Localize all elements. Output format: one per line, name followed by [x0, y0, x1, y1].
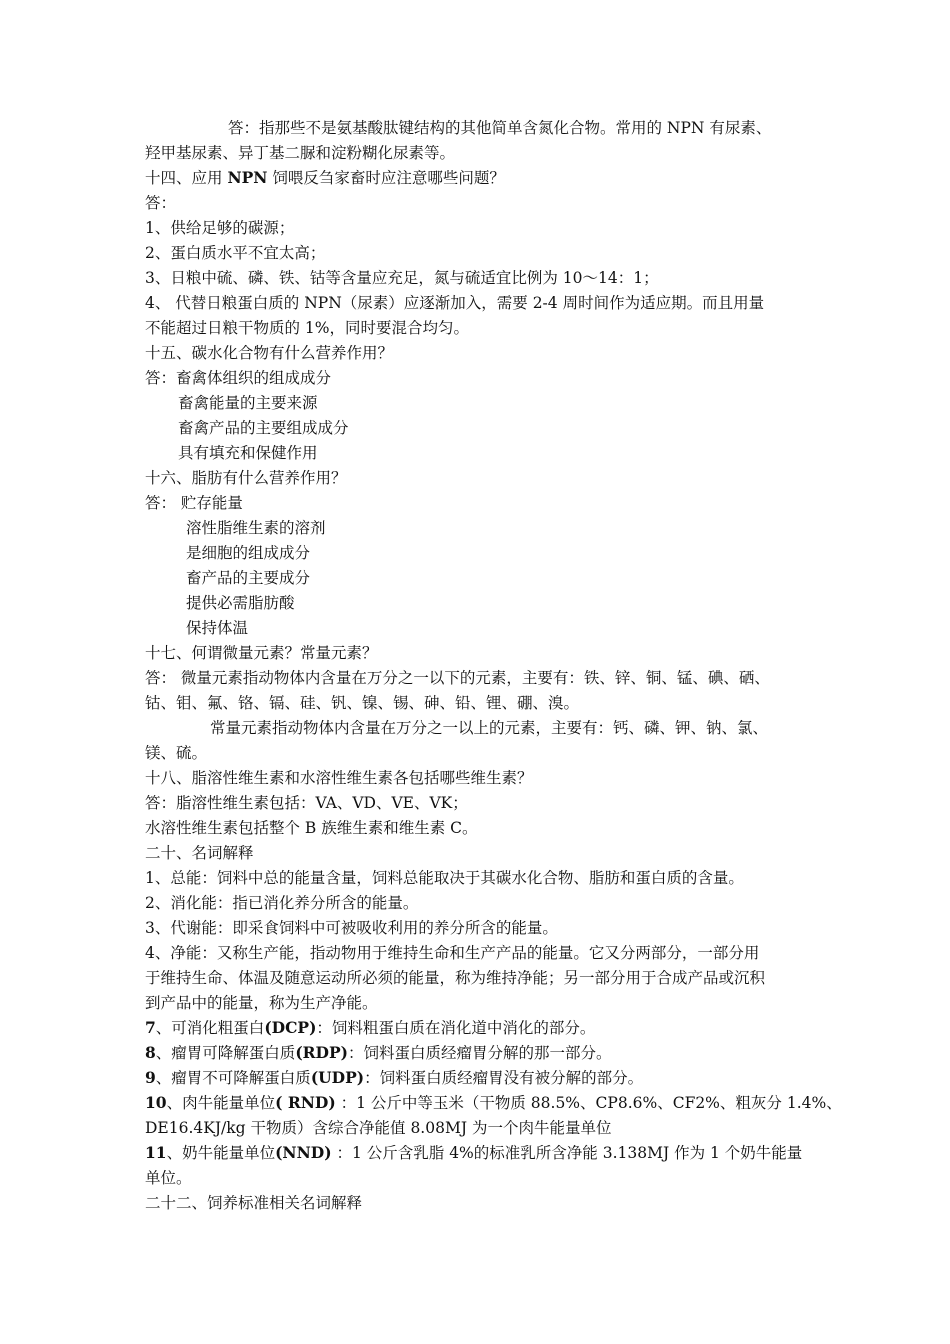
item-number: 9: [145, 1068, 156, 1087]
question-heading: 十六、脂肪有什么营养作用？: [145, 469, 347, 487]
text-segment: 、瘤胃不可降解蛋白质: [155, 1069, 311, 1087]
text-line: 2、蛋白质水平不宜太高；: [145, 244, 326, 262]
text-line: 常量元素指动物体内含量在万分之一以上的元素，主要有：钙、磷、钾、钠、氯、: [210, 719, 769, 737]
definition-line: [145, 1143, 802, 1163]
text-segment: ：饲料蛋白质经瘤胃没有被分解的部分。: [364, 1069, 644, 1087]
definition-line: [145, 1068, 643, 1088]
text-line: 水溶性维生素包括整个 B 族维生素和维生素 C。: [145, 819, 478, 837]
definition-line: [145, 1018, 595, 1038]
definition-line: [145, 1043, 611, 1063]
text-line: 不能超过日粮干物质的 1%，同时要混合均匀。: [145, 319, 470, 337]
text-line: 保持体温: [186, 619, 249, 637]
text-segment: 、肉牛能量单位: [166, 1094, 276, 1112]
text-line: 4、 代替日粮蛋白质的 NPN（尿素）应逐渐加入，需要 2-4 周时间作为适应期。而且用量: [145, 294, 765, 312]
text-line: 羟甲基尿素、异丁基二脲和淀粉糊化尿素等。: [145, 144, 456, 162]
text-segment: 、瘤胃可降解蛋白质: [155, 1044, 296, 1062]
text-line: 2、消化能：指已消化养分所含的能量。: [145, 894, 419, 912]
definition-line: [145, 1093, 842, 1113]
text-line: 提供必需脂肪酸: [186, 594, 295, 612]
text-line: 1、供给足够的碳源；: [145, 219, 295, 237]
bold-term: (RDP): [295, 1043, 348, 1062]
item-number: 10: [145, 1093, 167, 1112]
bold-term: NPN: [227, 168, 268, 187]
text-line: 是细胞的组成成分: [186, 544, 311, 562]
text-line: 畜产品的主要成分: [186, 569, 311, 587]
bold-term: (DCP): [264, 1018, 317, 1037]
text-line: 于维持生命、体温及随意运动所必须的能量，称为维持净能；另一部分用于合成产品或沉积: [145, 969, 766, 987]
text-segment: ：1 公斤含乳脂 4%的标准乳所含净能 3.138MJ 作为 1 个奶牛能量: [331, 1144, 803, 1162]
text-line: 答：畜禽体组织的组成成分: [145, 369, 332, 387]
text-segment: 、可消化粗蛋白: [155, 1019, 265, 1037]
text-line: 3、日粮中硫、磷、铁、钴等含量应充足，氮与硫适宜比例为 10～14：1；: [145, 269, 659, 287]
text-line: DE16.4KJ/kg 干物质）含综合净能值 8.08MJ 为一个肉牛能量单位: [145, 1119, 612, 1137]
text-line: 答：指那些不是氨基酸肽键结构的其他简单含氮化合物。常用的 NPN 有尿素、: [228, 119, 772, 137]
text-line: 单位。: [145, 1169, 192, 1187]
text-segment: 饲喂反刍家畜时应注意哪些问题？: [267, 169, 505, 187]
text-line: 钴、钼、氟、铬、镉、硅、钒、镍、锡、砷、铅、锂、硼、溴。: [145, 694, 580, 712]
text-line: 镁、硫。: [145, 744, 208, 762]
text-line: 答： 贮存能量: [145, 494, 243, 512]
item-number: 11: [145, 1143, 167, 1162]
bold-term: (NND): [275, 1143, 332, 1162]
section-heading: 二十、名词解释: [145, 844, 254, 862]
bold-term: ( RND): [275, 1093, 336, 1112]
text-segment: 、奶牛能量单位: [166, 1144, 276, 1162]
text-line: 溶性脂维生素的溶剂: [186, 519, 326, 537]
text-line: 答：脂溶性维生素包括：VA、VD、VE、VK；: [145, 794, 468, 812]
text-segment: 十四、应用: [145, 169, 228, 187]
text-line: 答： 微量元素指动物体内含量在万分之一以下的元素，主要有：铁、锌、铜、锰、碘、硒、: [145, 669, 770, 687]
question-heading: 十七、何谓微量元素？常量元素？: [145, 644, 378, 662]
text-line: 畜禽能量的主要来源: [178, 394, 318, 412]
text-line: 畜禽产品的主要组成成分: [178, 419, 349, 437]
text-line: 到产品中的能量，称为生产净能。: [145, 994, 378, 1012]
text-line: 4、净能：又称生产能，指动物用于维持生命和生产产品的能量。它又分两部分，一部分用: [145, 944, 760, 962]
question-heading: [145, 168, 505, 188]
text-line: 答：: [145, 194, 177, 212]
item-number: 8: [145, 1043, 156, 1062]
item-number: 7: [145, 1018, 156, 1037]
text-line: 3、代谢能：即采食饲料中可被吸收利用的养分所含的能量。: [145, 919, 558, 937]
text-segment: ：饲料粗蛋白质在消化道中消化的部分。: [316, 1019, 596, 1037]
text-segment: ：1 公斤中等玉米（干物质 88.5%、CP8.6%、CF2%、粗灰分 1.4%、: [335, 1094, 842, 1112]
section-heading: 二十二、饲养标准相关名词解释: [145, 1194, 363, 1212]
text-line: 1、总能：饲料中总的能量含量，饲料总能取决于其碳水化合物、脂肪和蛋白质的含量。: [145, 869, 744, 887]
question-heading: 十五、碳水化合物有什么营养作用？: [145, 344, 394, 362]
question-heading: 十八、脂溶性维生素和水溶性维生素各包括哪些维生素？: [145, 769, 533, 787]
bold-term: (UDP): [310, 1068, 365, 1087]
text-segment: ：饲料蛋白质经瘤胃分解的那一部分。: [347, 1044, 612, 1062]
text-line: 具有填充和保健作用: [178, 444, 318, 462]
